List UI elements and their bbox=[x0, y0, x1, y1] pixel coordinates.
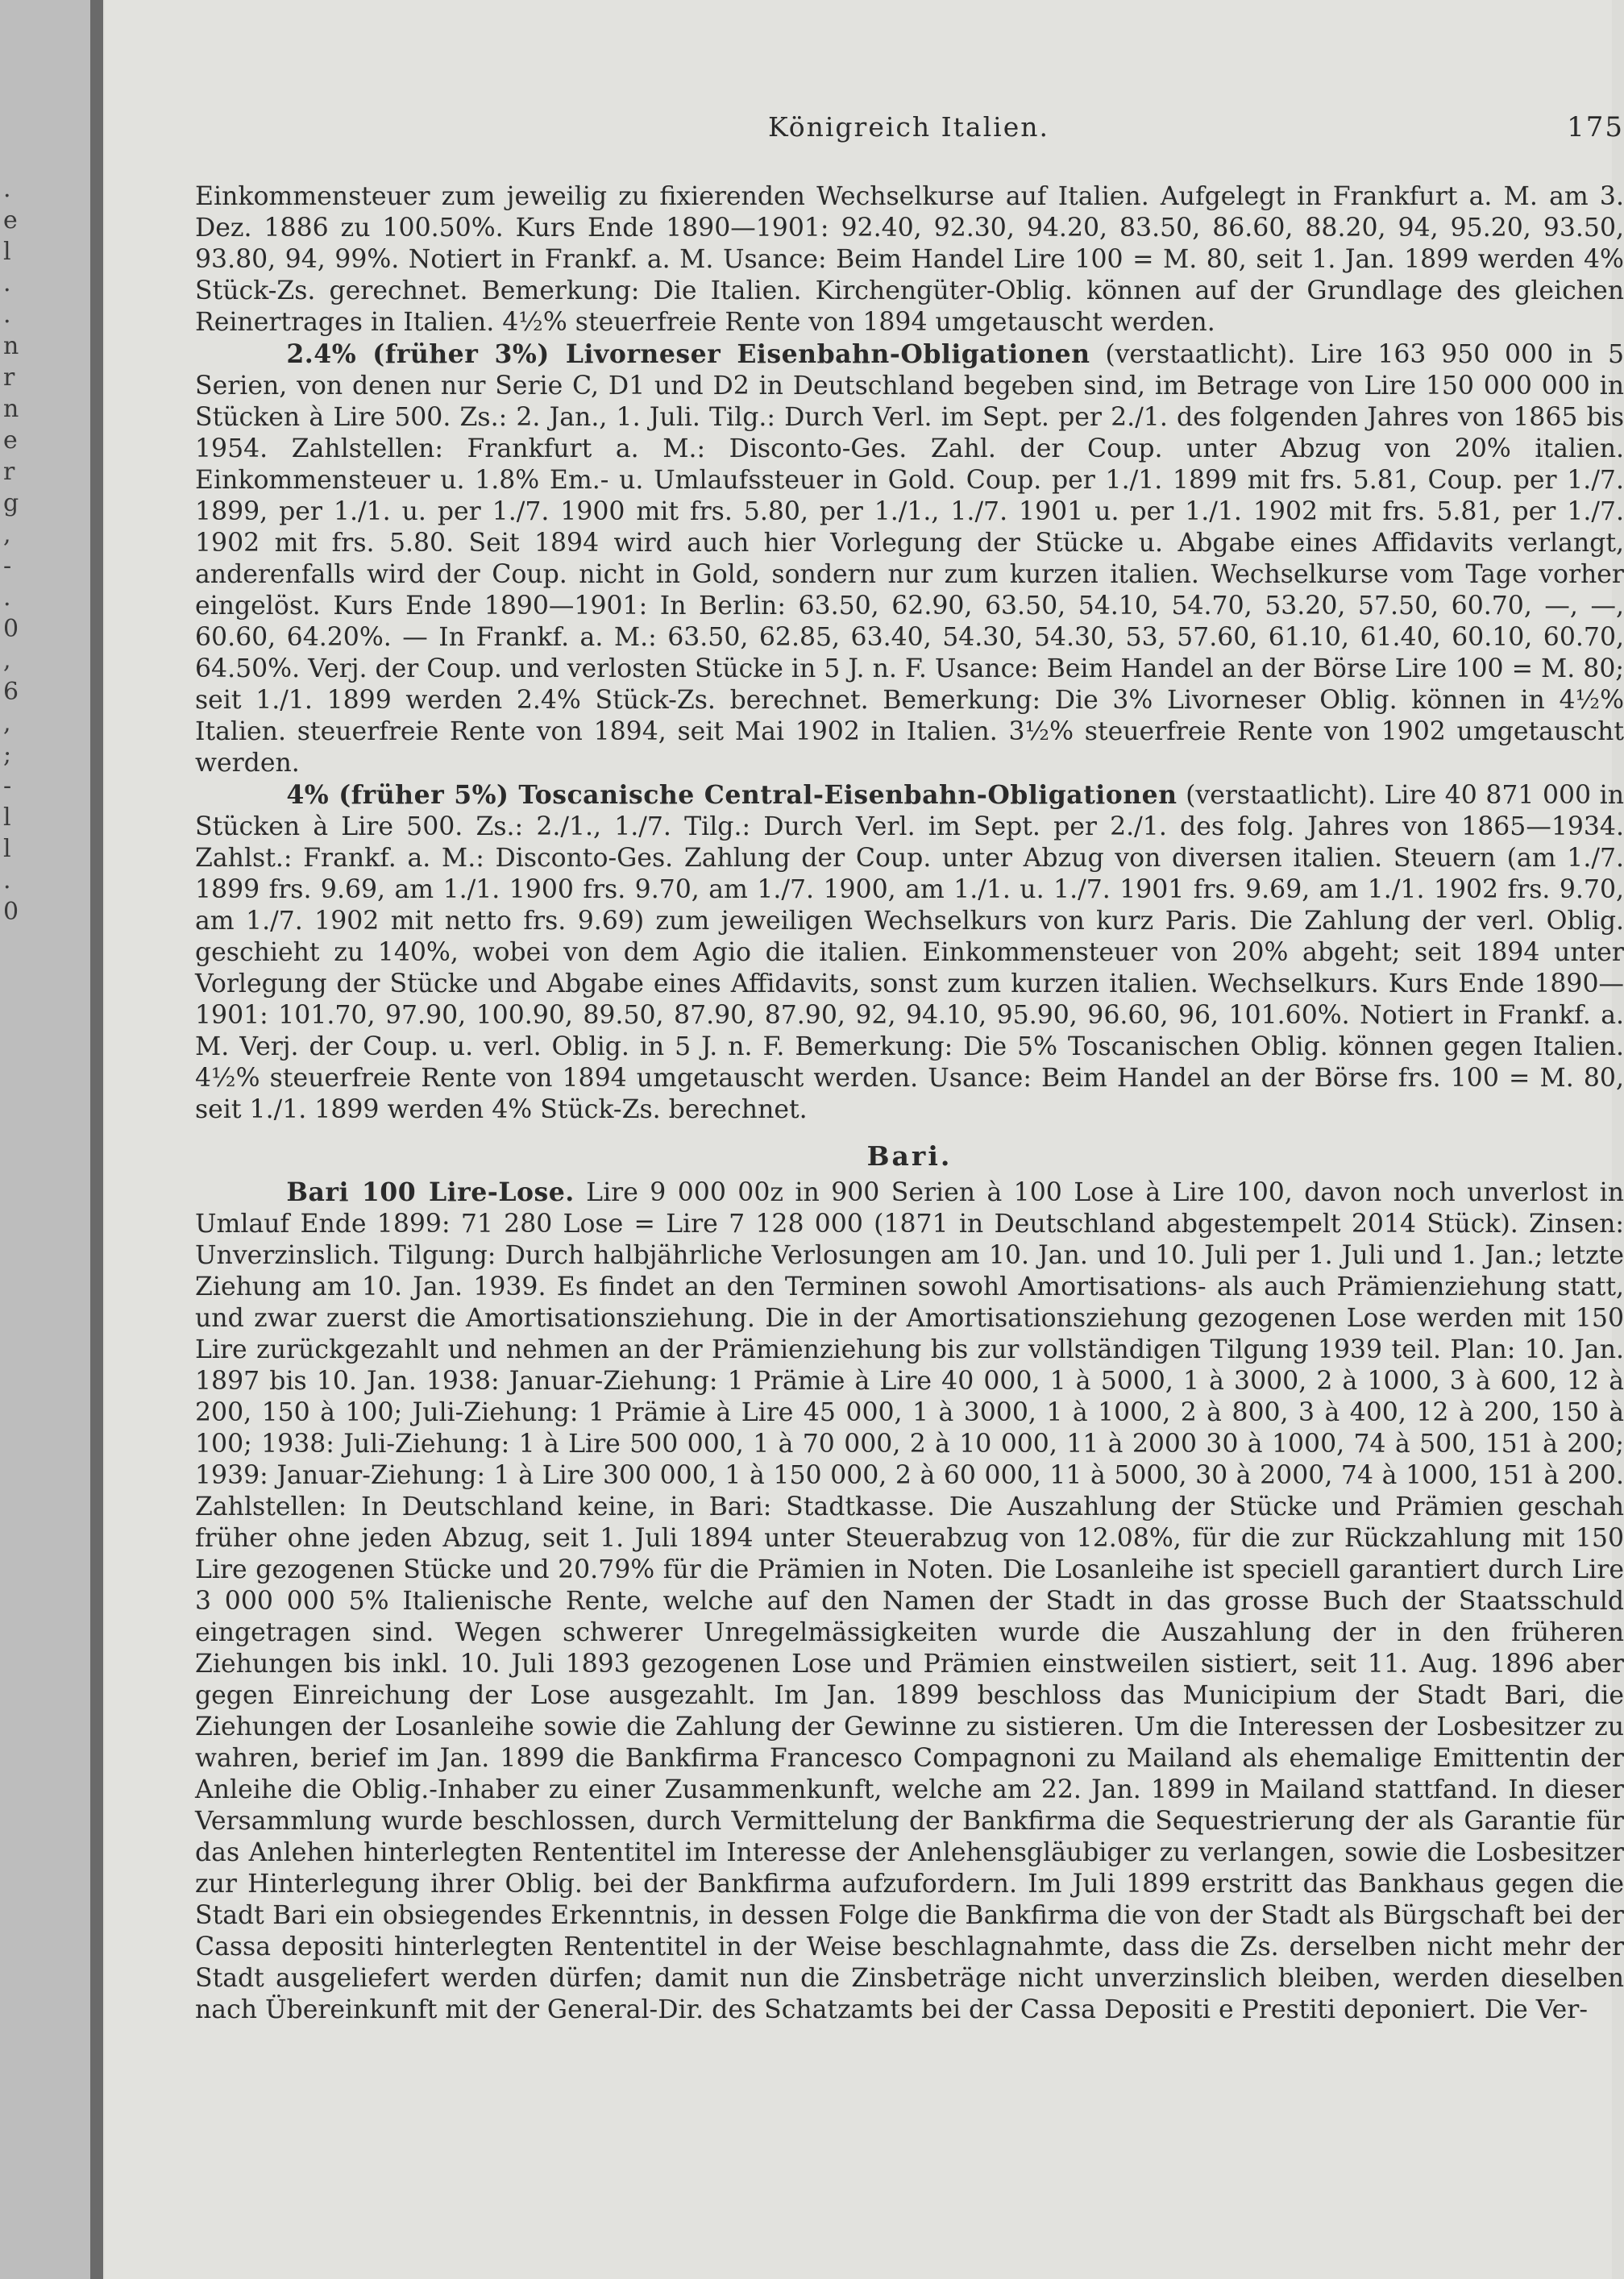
margin-fragment: . bbox=[3, 175, 11, 203]
margin-fragment: l bbox=[3, 803, 11, 832]
paragraph-text: (verstaatlicht). Lire 40 871 000 in Stücken à Lire 500. Zs.: 2./1., 1./7. Tilg.: Durch Verl. im Sept. per 2./1. des folg. Jahres von 1865—1934. Zahlst.: Frankf. a. M.: Disconto-Ges. Zahlung der Coup. unter Abzug von diversen italien. Steuern (am 1./7. 1899 frs. 9.69, am 1./1. 1900 frs. 9.70, am 1./7. 1900, am 1./1. u. 1./7. 1901 frs. 9.69, am 1./1. 1902 frs. 9.70, am 1./7. 1902 mit netto frs. 9.69) zum jeweiligen Wechselkurs von kurz Paris. Die Zahlung der verl. Oblig. geschieht zu 140%, wobei von dem Agio die italien. Einkommensteuer von 20% abgeht; seit 1894 unter Vorlegung der Stücke und Abgabe eines Affidavits, sonst zum kurzen italien. Wechselkurs. Kurs Ende 1890—1901: 101.70, 97.90, 100.90, 89.50, 87.90, 87.90, 92, 94.10, 95.90, 96.60, 96, 101.60%. Notiert in Frankf. a. M. Verj. der Coup. u. verl. Oblig. in 5 J. n. F. Bemerkung: Die 5% Toscanischen Oblig. können gegen Italien. 4½% steuerfreie Rente von 1894 umgetauscht werden. Usance: Beim Handel an der Börse frs. 100 = M. 80, seit 1./1. 1899 werden 4% Stück-Zs. berechnet. bbox=[195, 781, 1624, 1124]
margin-fragment: g bbox=[3, 489, 19, 517]
margin-fragment: 0 bbox=[3, 898, 19, 926]
paragraph-toscanische bbox=[195, 779, 1624, 1126]
paragraph-einkommensteuer bbox=[195, 181, 1624, 338]
paragraph-bold-lead: 2.4% (früher 3%) Livorneser Eisenbahn-Obligationen bbox=[286, 339, 1090, 369]
running-head-title: Königreich Italien. bbox=[767, 111, 1049, 143]
paragraph-bold-lead: 4% (früher 5%) Toscanische Central-Eisenbahn-Obligationen bbox=[286, 780, 1178, 810]
paragraph-livorneser bbox=[195, 338, 1624, 779]
section-heading-bari: Bari. bbox=[866, 1140, 953, 1172]
margin-fragment: . bbox=[3, 866, 11, 895]
margin-fragment: 0 bbox=[3, 615, 19, 643]
margin-fragment: ; bbox=[3, 741, 12, 769]
paragraph-text: Einkommensteuer zum jeweilig zu fixierenden Wechselkurse auf Italien. Aufgelegt in Frankfurt a. M. am 3. Dez. 1886 zu 100.50%. Kurs Ende 1890—1901: 92.40, 92.30, 94.20, 83.50, 86.60, 88.20, 94, 95.20, 93.50, 93.80, 94, 99%. Notiert in Frankf. a. M. Usance: Beim Handel Lire 100 = M. 80, seit 1. Jan. 1899 werden 4% Stück-Zs. gerechnet. Bemerkung: Die Italien. Kirchengüter-Oblig. können auf der Grundlage des gleichen Reinertrages in Italien. 4½% steuerfreie Rente von 1894 umgetauscht werden. bbox=[195, 182, 1624, 337]
margin-fragment: 6 bbox=[3, 678, 19, 706]
body-text bbox=[195, 181, 1624, 2026]
margin-fragment: l bbox=[3, 238, 11, 266]
margin-fragment: . bbox=[3, 301, 11, 329]
paragraph-bari-lose bbox=[195, 1177, 1624, 2026]
margin-fragment: . bbox=[3, 269, 11, 297]
book-gutter bbox=[90, 0, 103, 2279]
paragraph-text: Lire 9 000 00z in 900 Serien à 100 Lose à Lire 100, davon noch unverlost in Umlauf Ende 1899: 71 280 Lose = Lire 7 128 000 (1871 in Deutschland abgestempelt 2014 Stück). Zinsen: Unverzinslich. Tilgung: Durch halbjährliche Verlosungen am 10. Jan. und 10. Juli per 1. Juli und 1. Jan.; letzte Ziehung am 10. Jan. 1939. Es findet an den Terminen sowohl Amortisations- als auch Prämienziehung statt, und zwar zuerst die Amortisationsziehung. Die in der Amortisationsziehung gezogenen Lose werden mit 150 Lire zurückgezahlt und nehmen an der Prämienziehung bis zur vollständigen Tilgung 1939 teil. Plan: 10. Jan. 1897 bis 10. Jan. 1938: Januar-Ziehung: 1 Prämie à Lire 40 000, 1 à 5000, 1 à 3000, 2 à 1000, 3 à 600, 12 à 200, 150 à 100; Juli-Ziehung: 1 Prämie à Lire 45 000, 1 à 3000, 1 à 1000, 2 à 800, 3 à 400, 12 à 200, 150 à 100; 1938: Juli-Ziehung: 1 à Lire 500 000, 1 à 70 000, 2 à 10 000, 11 à 2000 30 à 1000, 74 à 500, 151 à 200; 1939: Januar-Ziehung: 1 à Lire 300 000, 1 à 150 000, 2 à 60 000, 11 à 5000, 30 à 2000, 74 à 1000, 151 à 200. Zahlstellen: In Deutschland keine, in Bari: Stadtkasse. Die Auszahlung der Stücke und Prämien geschah früher ohne jeden Abzug, seit 1. Juli 1894 unter Steuerabzug von 12.08%, für die zur Rückzahlung mit 150 Lire gezogenen Stücke und 20.79% für die Prämien in Noten. Die Losanleihe ist speciell garantiert durch Lire 3 000 000 5% Italienische Rente, welche auf den Namen der Stadt in das grosse Buch der Staatsschuld eingetragen sind. Wegen schwerer Unregelmässigkeiten wurde die Auszahlung der in den früheren Ziehungen bis inkl. 10. Juli 1893 gezogenen Lose und Prämien einstweilen sistiert, seit 11. Aug. 1896 aber gegen Einreichung der Lose ausgezahlt. Im Jan. 1899 beschloss das Municipium der Stadt Bari, die Ziehungen der Losanleihe sowie die Zahlung der Gewinne zu sistieren. Um die Interessen der Losbesitzer zu wahren, berief im Jan. 1899 die Bankfirma Francesco Compagnoni zu Mailand als ehemalige Emittentin der Anleihe die Oblig.-Inhaber zu einer Zusammenkunft, welche am 22. Jan. 1899 in Mailand stattfand. In dieser Versammlung wurde beschlossen, durch Vermittelung der Bankfirma die Sequestrierung der als Garantie für das Anlehen hinterlegten Rententitel im Interesse der Anlehensgläubiger zu verlangen, sowie die Losbesitzer zur Hinterlegung ihrer Oblig. bei der Bankfirma aufzufordern. Im Juli 1899 erstritt das Bankhaus gegen die Stadt Bari ein obsiegendes Erkenntnis, in dessen Folge die Bankfirma die von der Stadt als Bürgschaft bei der Cassa depositi hinterlegten Rententitel in der Weise beschlagnahmte, dass die Zs. derselben nicht mehr der Stadt ausgeliefert werden dürfen; damit nun die Zinsbeträge nicht unverzinslich bleiben, werden dieselben nach Übereinkunft mit der General-Dir. des Schatzamts bei der Cassa Depositi e Prestiti deponiert. Die Ver- bbox=[195, 1178, 1624, 2024]
margin-fragment: r bbox=[3, 458, 15, 486]
margin-fragment: , bbox=[3, 521, 11, 549]
paragraph-bold-lead: Bari 100 Lire-Lose. bbox=[286, 1177, 575, 1207]
margin-fragment: . bbox=[3, 583, 11, 612]
margin-fragment: l bbox=[3, 835, 11, 863]
margin-fragment: - bbox=[3, 772, 12, 800]
page-number: 175 bbox=[1567, 111, 1624, 143]
margin-fragment: n bbox=[3, 395, 19, 423]
margin-fragment: r bbox=[3, 363, 15, 392]
margin-fragment: , bbox=[3, 646, 11, 675]
margin-fragment: e bbox=[3, 206, 18, 235]
margin-fragment: , bbox=[3, 709, 11, 737]
paragraph-text: (verstaatlicht). Lire 163 950 000 in 5 Serien, von denen nur Serie C, D1 und D2 in Deutschland begeben sind, im Betrage von Lire 150 000 000 in Stücken à Lire 500. Zs.: 2. Jan., 1. Juli. Tilg.: Durch Verl. im Sept. per 2./1. des folgenden Jahres von 1865 bis 1954. Zahlstellen: Frankfurt a. M.: Disconto-Ges. Zahl. der Coup. unter Abzug von 20% italien. Einkommensteuer u. 1.8% Em.- u. Umlaufssteuer in Gold. Coup. per 1./1. 1899 mit frs. 5.81, Coup. per 1./7. 1899, per 1./1. u. per 1./7. 1900 mit frs. 5.80, per 1./1., 1./7. 1901 u. per 1./1. 1902 mit frs. 5.81, per 1./7. 1902 mit frs. 5.80. Seit 1894 wird auch hier Vorlegung der Stücke u. Abgabe eines Affidavits verlangt, anderenfalls wird der Coup. nicht in Gold, sondern nur zum kurzen italien. Wechselkurse vom Tage vorher eingelöst. Kurs Ende 1890—1901: In Berlin: 63.50, 62.90, 63.50, 54.10, 54.70, 53.20, 57.50, 60.70, —, —, 60.60, 64.20%. — In Frankf. a. M.: 63.50, 62.85, 63.40, 54.30, 54.30, 53, 57.60, 61.10, 61.40, 60.10, 60.70, 64.50%. Verj. der Coup. und verlosten Stücke in 5 J. n. F. Usance: Beim Handel an der Börse Lire 100 = M. 80; seit 1./1. 1899 werden 2.4% Stück-Zs. berechnet. Bemerkung: Die 3% Livorneser Oblig. können in 4½% Italien. steuerfreie Rente von 1894, seit Mai 1902 in Italien. 3½% steuerfreie Rente von 1902 umgetauscht werden. bbox=[195, 340, 1624, 778]
margin-fragment: e bbox=[3, 426, 18, 455]
margin-fragment: - bbox=[3, 552, 12, 580]
previous-page-edge bbox=[0, 0, 101, 2279]
margin-fragment: n bbox=[3, 332, 19, 360]
running-head bbox=[193, 111, 1624, 147]
book-page bbox=[105, 0, 1624, 2279]
